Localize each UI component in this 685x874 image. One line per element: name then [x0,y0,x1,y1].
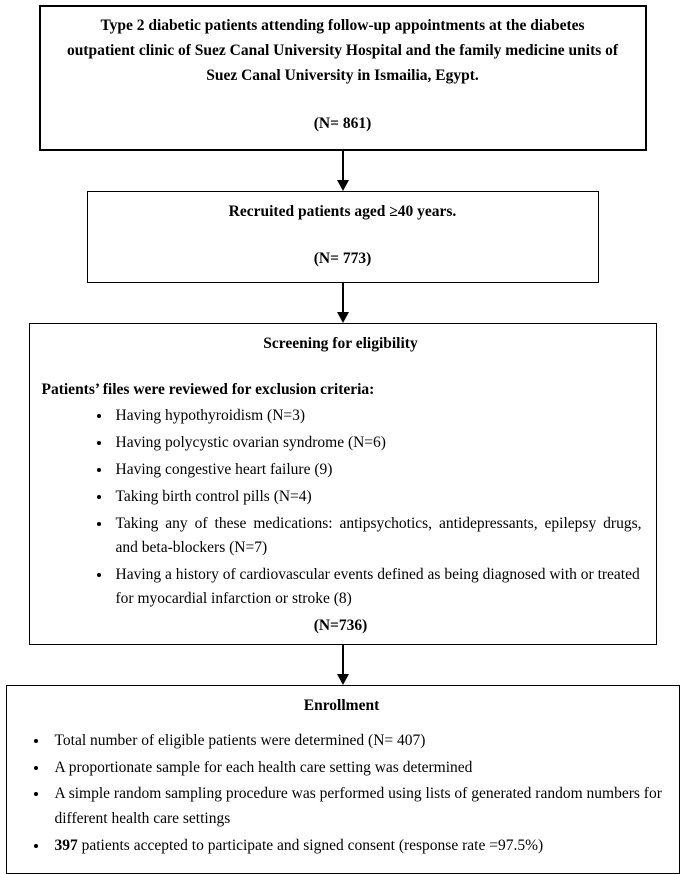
list-item: • Having congestive heart failure (9) [112,458,642,482]
list-item: • Total number of eligible patients were determined (N= 407) [49,729,663,754]
recruited-n: (N= 773) [313,249,372,267]
population-text: Type 2 diabetic patients attending follow-up appointments at the diabetes outpatient clinic of Suez Canal University Hospital and the family medicine units of Suez Canal University in Ismailia, Egypt. [66,17,619,84]
arrow-shaft [342,645,344,674]
arrow-down-icon-3 [337,645,349,685]
screening-box [29,323,657,645]
list-item: • Having hypothyroidism (N=3) [112,404,642,428]
screening-bullet-list [40,404,642,611]
enrollment-bullet-list [21,729,663,859]
list-item: • A simple random sampling procedure was performed using lists of generated random numbers for different health care settings [49,782,663,832]
list-item: • Having polycystic ovarian syndrome (N=6) [112,431,642,455]
enrollment-box [6,685,680,874]
arrow-head [337,674,349,685]
recruited-box [87,191,599,283]
list-item: • Having a history of cardiovascular events defined as being diagnosed with or treated for myocardial infarction or stroke (8) [112,563,642,611]
arrow-shaft [342,283,344,312]
list-item: • A proportionate sample for each health care setting was determined [49,756,663,781]
enrollment-final-count: 397 [54,836,78,854]
arrow-shaft [342,151,344,180]
arrow-head [337,312,349,323]
screening-n: (N=736) [313,616,368,634]
list-item: • Taking any of these medications: antipsychotics, antidepressants, epilepsy drugs, and beta-blockers (N=7) [112,512,642,560]
screening-title: Screening for eligibility [263,334,418,352]
enrollment-final-text: patients accepted to participate and signed consent (response rate =97.5%) [77,836,544,854]
population-box [39,5,647,151]
enrollment-title: Enrollment [303,696,380,714]
arrow-down-icon-1 [337,151,349,191]
list-item [49,834,663,859]
arrow-down-icon-2 [337,283,349,323]
recruited-text: Recruited patients aged ≥40 years. [228,203,457,221]
arrow-head [337,180,349,191]
population-n: (N= 861) [313,115,372,133]
screening-intro: Patients’ files were reviewed for exclusion criteria: [41,380,375,398]
list-item: • Taking birth control pills (N=4) [112,485,642,509]
